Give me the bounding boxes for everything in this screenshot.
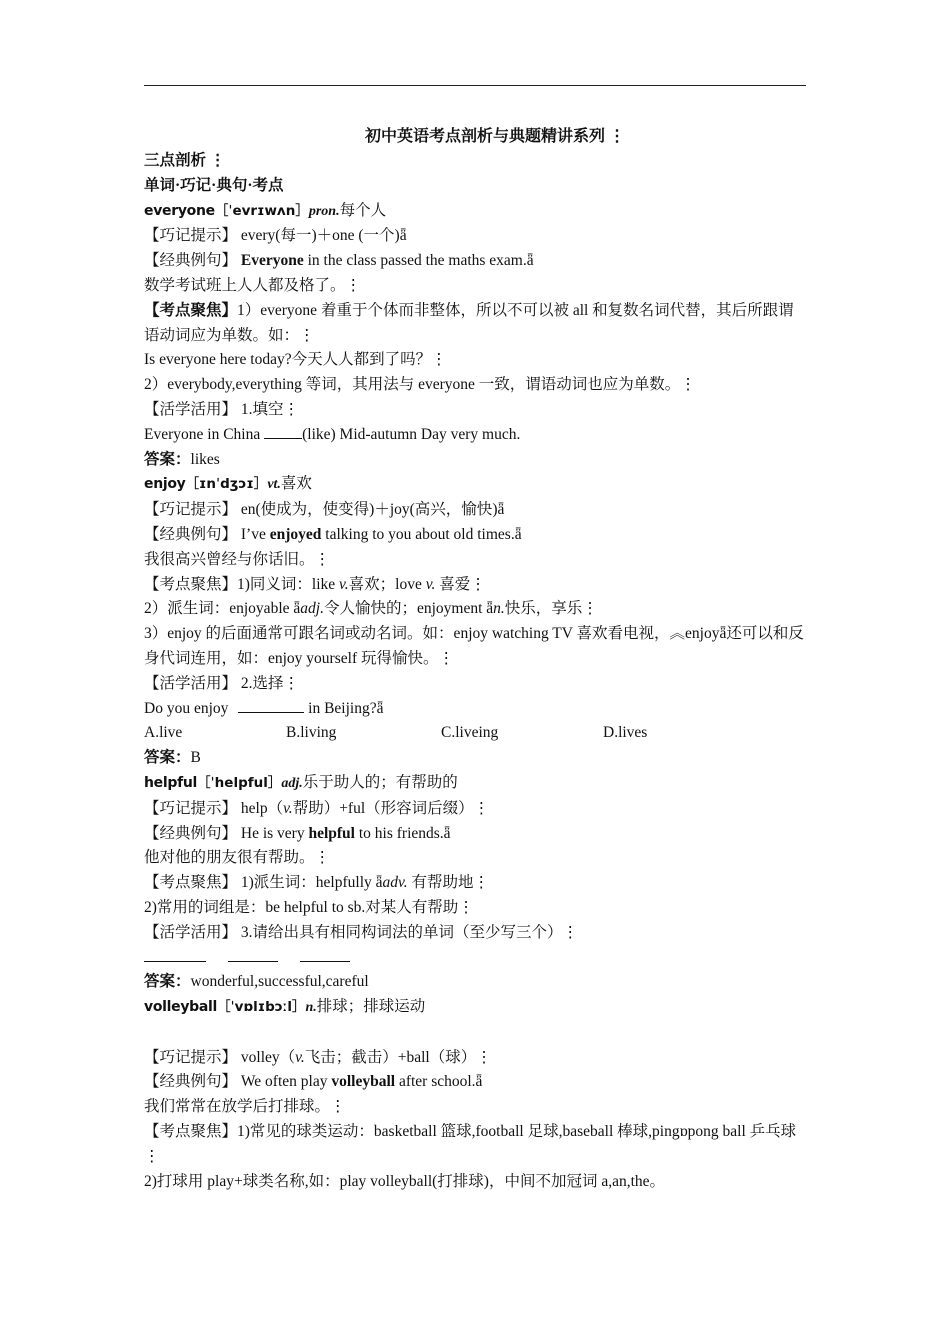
pos-abbr: v. <box>339 575 349 593</box>
part-of-speech: n. <box>305 1000 317 1016</box>
headword: volleyball <box>144 999 218 1016</box>
header-rule <box>144 85 806 86</box>
focus-point <box>144 597 806 622</box>
label: 【巧记提示】 <box>144 501 238 519</box>
focus-point: 2)常用的词组是：be helpful to sb.对某人有帮助⋮ <box>144 898 474 916</box>
word-entry-volleyball <box>144 995 806 1021</box>
text: 1.填空⋮ <box>237 400 300 418</box>
answer-text: likes <box>190 450 220 468</box>
answer-blank <box>264 424 302 439</box>
answer-options <box>144 721 806 746</box>
spacer <box>144 1021 806 1046</box>
pos-abbr: adj. <box>300 600 324 618</box>
memory-tip <box>144 498 806 523</box>
text: He is very <box>237 824 309 842</box>
label: 【经典例句】 <box>144 252 238 270</box>
practice-question <box>144 697 806 722</box>
label: 【经典例句】 <box>144 824 238 842</box>
text: in Beijing?ǟ <box>304 699 384 717</box>
text: Do you enjoy <box>144 699 233 717</box>
focus-point: 2）everybody,everything 等词，其用法与 everyone 一致，谓语动词也应为单数。⋮ <box>144 376 696 394</box>
label: 【巧记提示】 <box>144 1048 238 1066</box>
label: 【活学活用】 <box>144 923 238 941</box>
part-of-speech: adj. <box>281 775 303 791</box>
meaning: 每个人 <box>339 201 387 219</box>
label: 答案： <box>144 450 191 468</box>
pos-abbr: n. <box>493 600 505 618</box>
memory-tip <box>144 797 806 822</box>
practice-question <box>144 423 806 448</box>
text: en(使成为，使变得)＋joy(高兴，愉快)ǟ <box>237 501 505 519</box>
option-b: B.living <box>286 724 337 742</box>
keyword: helpful <box>308 824 355 842</box>
text: 1)常见的球类运动：basketball 篮球,football 足球,baseball 棒球,pingɒpong ball 乒乓球 ⋮ <box>144 1123 797 1165</box>
option-c: C.liveing <box>441 724 499 742</box>
pos-abbr: adv. <box>382 874 408 892</box>
text: 帮助）+ful（形容词后缀）⋮ <box>292 799 490 817</box>
part-of-speech: vt. <box>267 477 281 493</box>
answer-blank <box>228 947 278 962</box>
label: 【巧记提示】 <box>144 799 238 817</box>
label: 【考点聚焦】 <box>144 1123 238 1141</box>
label: 【经典例句】 <box>144 1073 238 1091</box>
example-sentence <box>144 523 806 548</box>
text: 3.请给出具有相同构词法的单词（至少写三个）⋮ <box>237 923 579 941</box>
example-translation: 我很高兴曾经与你话旧。⋮ <box>144 550 331 568</box>
example-sentence <box>144 249 806 274</box>
option-a: A.live <box>144 724 183 742</box>
word-entry-everyone <box>144 199 806 225</box>
focus-point: 2)打球用 play+球类名称,如：play volleyball(打排球)，中间不加冠词 a,an,the。 <box>144 1172 666 1190</box>
focus-point <box>144 1120 806 1170</box>
label: 答案： <box>144 749 191 767</box>
pos-abbr: v. <box>283 799 293 817</box>
pos-abbr: v. <box>425 575 436 593</box>
example-translation: 我们常常在放学后打排球。⋮ <box>144 1098 346 1116</box>
document-body <box>144 124 806 1194</box>
memory-tip <box>144 224 806 249</box>
text: (like) Mid-autumn Day very much. <box>302 425 521 443</box>
text: 喜欢；love <box>348 575 426 593</box>
example-sentence <box>144 822 806 847</box>
label: 【考点聚焦】 <box>144 575 238 593</box>
phonetic: ［ˈhelpful］ <box>197 774 282 791</box>
phonetic: ［ˈvɒlɪbɔːl］ <box>217 999 306 1016</box>
focus-example: Is everyone here today?今天人人都到了吗？⋮ <box>144 351 447 369</box>
example-sentence <box>144 1070 806 1095</box>
example-translation: 数学考试班上人人都及格了。⋮ <box>144 276 362 294</box>
text: 1)同义词：like <box>237 575 340 593</box>
option-d: D.lives <box>603 724 648 742</box>
answer-blank <box>300 947 350 962</box>
focus-point <box>144 871 806 896</box>
phonetic: ［ɪnˈdʒɔɪ］ <box>185 476 268 493</box>
answer-blank <box>238 698 304 713</box>
section-heading: 三点剖析 ⋮ <box>144 152 226 169</box>
answer-blanks <box>144 946 806 971</box>
label: 【活学活用】 <box>144 400 238 418</box>
text: talking to you about old times.ǟ <box>321 525 522 543</box>
label: 【经典例句】 <box>144 525 238 543</box>
part-of-speech: pron. <box>308 203 340 219</box>
answer-text: wonderful,successful,careful <box>190 973 369 991</box>
text: 快乐，享乐⋮ <box>504 600 598 618</box>
text: 2）派生词：enjoyable ǟ <box>144 600 301 618</box>
headword: everyone <box>144 202 215 219</box>
doc-title: 初中英语考点剖析与典题精讲系列 ⋮ <box>364 128 625 145</box>
label: 【巧记提示】 <box>144 227 238 245</box>
focus-point <box>144 299 806 349</box>
answer-blank <box>144 947 206 962</box>
label: 答案： <box>144 973 191 991</box>
text: 令人愉快的；enjoyment ǟ <box>323 600 494 618</box>
memory-tip <box>144 1046 806 1071</box>
keyword: enjoyed <box>269 525 322 543</box>
text: 喜爱⋮ <box>435 575 486 593</box>
practice-prompt <box>144 398 806 423</box>
label: 【活学活用】 <box>144 674 238 692</box>
text: volley（ <box>237 1048 296 1066</box>
label: 【考点聚焦】 <box>144 874 238 892</box>
text: 2.选择⋮ <box>237 674 300 692</box>
text: We often play <box>237 1073 332 1091</box>
word-entry-helpful <box>144 771 806 797</box>
text: I’ve <box>237 525 270 543</box>
label: 【考点聚焦】 <box>144 301 238 319</box>
answer <box>144 970 806 995</box>
text: 1）everyone 着重于个体而非整体，所以不可以被 all 和复数名词代替，其后所跟谓语动词应为单数。如：⋮ <box>144 301 794 344</box>
text: Everyone in China <box>144 425 265 443</box>
practice-prompt <box>144 921 806 946</box>
example-translation: 他对他的朋友很有帮助。⋮ <box>144 849 331 867</box>
text: in the class passed the maths exam.ǟ <box>303 252 534 270</box>
focus-point: 3）enjoy 的后面通常可跟名词或动名词。如：enjoy watching TV 喜欢看电视，︽enjoyǟ还可以和反身代词连用，如：enjoy yourself 玩得愉快。⋮ <box>144 625 804 667</box>
meaning: 排球；排球运动 <box>316 998 426 1016</box>
headword: helpful <box>144 774 198 791</box>
answer-text: B <box>190 749 201 767</box>
text: to his friends.ǟ <box>354 824 451 842</box>
meaning: 乐于助人的；有帮助的 <box>302 773 458 791</box>
text: 有帮助地⋮ <box>407 874 490 892</box>
text: 飞击；截击）+ball（球）⋮ <box>304 1048 492 1066</box>
meaning: 喜欢 <box>280 475 312 493</box>
text: after school.ǟ <box>395 1073 483 1091</box>
practice-prompt <box>144 672 806 697</box>
answer <box>144 448 806 473</box>
pos-abbr: v. <box>295 1048 305 1066</box>
phonetic: ［ˈevrɪwʌn］ <box>214 202 309 219</box>
text: 1)派生词：helpfully ǟ <box>237 874 383 892</box>
section-subheading: 单词·巧记·典句·考点 <box>144 176 284 194</box>
text: help（ <box>237 799 284 817</box>
word-entry-enjoy <box>144 472 806 498</box>
text: every(每一)＋one (一个)ǟ <box>237 227 407 245</box>
answer <box>144 746 806 771</box>
focus-point <box>144 573 806 598</box>
keyword: volleyball <box>331 1073 396 1091</box>
keyword: Everyone <box>240 252 304 270</box>
headword: enjoy <box>144 476 186 493</box>
